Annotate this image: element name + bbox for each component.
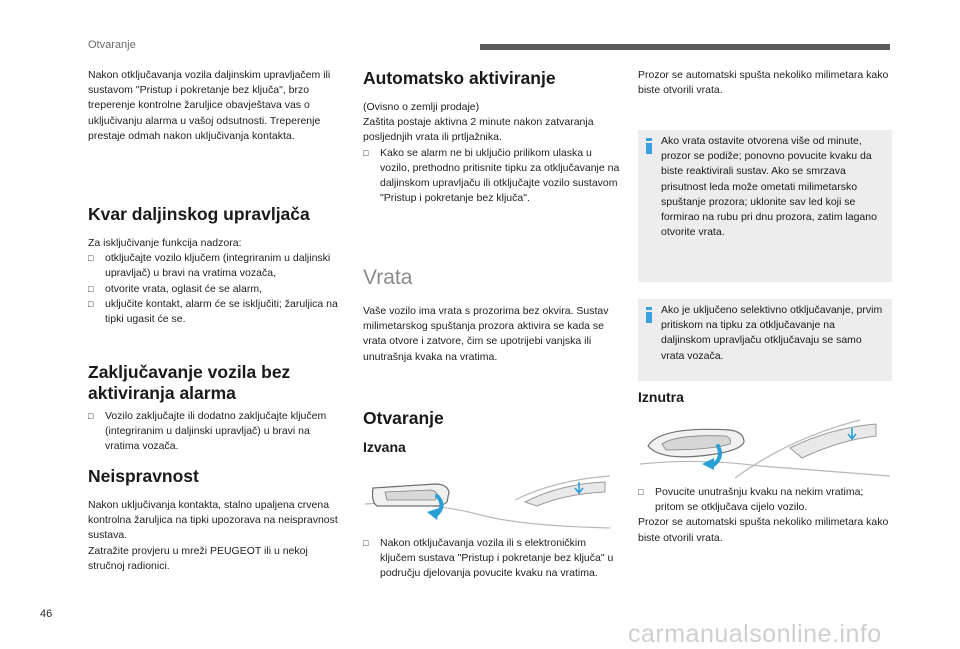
- kvar-section: [88, 236, 340, 327]
- list-item: □ otvorite vrata, oglasit će se alarm,: [88, 282, 340, 297]
- kvar-lead: Za isključivanje funkcija nadzora:: [88, 237, 242, 249]
- exterior-door-handle-illustration: [365, 470, 610, 532]
- vrata-section: Vaše vozilo ima vrata s prozorima bez okvira. Sustav milimetarskog spuštanja prozora aktivira se kada se vrata otvore i zatvore, čim se upotrijebi vanjska ili unutrašnja kvaka na vratima.: [363, 305, 609, 363]
- section-label: Otvaranje: [88, 39, 136, 51]
- list-item: □ Vozilo zaključajte ili dodatno zaključajte ključem (integriranim u daljinski upravljač) u bravi na vratima vozača.: [88, 410, 327, 453]
- info-icon: [646, 138, 652, 154]
- checkbox-bullet-icon: □: [88, 298, 94, 309]
- automatsko-section: (Ovisno o zemlji prodaje) Zaštita postaje aktivna 2 minute nakon zatvaranja posljednjih vrata ili prtljažnika. □ Kako se alarm ne bi uključio prilikom ulaska u vozilo, prethodno pritisnite tipku za otključavanje na daljinskom upravljaču ili otključajte vozilo sustavom "Pristup i pokretanje bez ključa".: [363, 100, 621, 206]
- neispravnost-section: Nakon uključivanja kontakta, stalno upaljena crvena kontrolna žaruljica na tipki upozorava na neispravnost sustava. Zatražite provjeru u mreži PEUGEOT ili u nekoj stručnoj radionici.: [88, 499, 338, 572]
- heading-izvana: Izvana: [363, 439, 406, 455]
- list-item: □ Nakon otključavanja vozila ili s elektroničkim ključem sustava "Pristup i pokretanje bez ključa" u području djelovanja povucite kvaku na vratima.: [363, 537, 614, 580]
- heading-otvaranje: Otvaranje: [363, 408, 444, 428]
- checkbox-bullet-icon: □: [88, 411, 94, 421]
- iznutra-section: □ Povucite unutrašnju kvaku na nekim vratima; pritom se otključava cijelo vozilo. Prozor se automatski spušta nekoliko milimetara kako biste otvorili vrata.: [638, 485, 892, 546]
- heading-automatsko: Automatsko aktiviranje: [363, 68, 556, 88]
- col3-intro: Prozor se automatski spušta nekoliko milimetara kako biste otvorili vrata.: [638, 69, 889, 97]
- checkbox-bullet-icon: □: [88, 253, 94, 264]
- checkbox-bullet-icon: □: [88, 283, 94, 294]
- watermark: carmanualsonline.info: [628, 620, 882, 648]
- checkbox-bullet-icon: □: [638, 487, 644, 497]
- heading-kvar: Kvar daljinskog upravljača: [88, 204, 310, 224]
- info-box-2: [638, 299, 892, 381]
- interior-door-handle-illustration: [640, 418, 890, 480]
- checkbox-bullet-icon: □: [363, 147, 369, 158]
- page-number: 46: [40, 608, 53, 620]
- list-item: □ uključite kontakt, alarm će se isključiti; žaruljica na tipki ugasit će se.: [88, 297, 338, 326]
- intro-text: Nakon otključavanja vozila daljinskim upravljačem ili sustavom "Pristup i pokretanje bez ključa", brzo treperenje kontrolne žaruljice obavještava vas o uključivanju alarma u vašoj odsutnosti. Treperenje prestaje odmah nakon uključivanja kontakta.: [88, 69, 331, 142]
- info-box-1: [638, 130, 892, 282]
- heading-vrata: Vrata: [363, 266, 413, 289]
- heading-neispravnost: Neispravnost: [88, 466, 199, 486]
- info-text: Ako vrata ostavite otvorena više od minute, prozor se podiže; ponovno povucite kvaku da biste reaktivirali sustav. Ako se smrzava prisutnost leda može ometati milimetarsko spuštanje prozora; uklonite sav led koji se formirao na rubu pri dnu prozora, zatim lagano otvorite vrata.: [661, 135, 877, 239]
- checkbox-bullet-icon: □: [363, 538, 369, 548]
- list-item: □ Kako se alarm ne bi uključio prilikom ulaska u vozilo, prethodno pritisnite tipku za otključavanje na daljinskom upravljaču ili otključajte vozilo sustavom "Pristup i pokretanje bez ključa".: [363, 146, 620, 205]
- heading-iznutra: Iznutra: [638, 389, 684, 405]
- info-icon: [646, 307, 652, 323]
- heading-zakljucavanje: Zaključavanje vozila bez aktiviranja alarma: [88, 362, 291, 403]
- info-text: Ako je uključeno selektivno otključavanje, prvim pritiskom na tipku za otključavanje na daljinskom upravljaču otključavaju se samo vrata vozača.: [661, 304, 883, 362]
- izvana-section: [363, 536, 621, 582]
- list-item: □ Povucite unutrašnju kvaku na nekim vratima; pritom se otključava cijelo vozilo.: [638, 486, 864, 514]
- list-item: □ otključajte vozilo ključem (integriranim u daljinski upravljač) u bravi na vratima vozača,: [88, 252, 331, 280]
- header-bar: [480, 44, 890, 50]
- intro-paragraph: [88, 68, 340, 144]
- zakljucavanje-section: [88, 409, 340, 455]
